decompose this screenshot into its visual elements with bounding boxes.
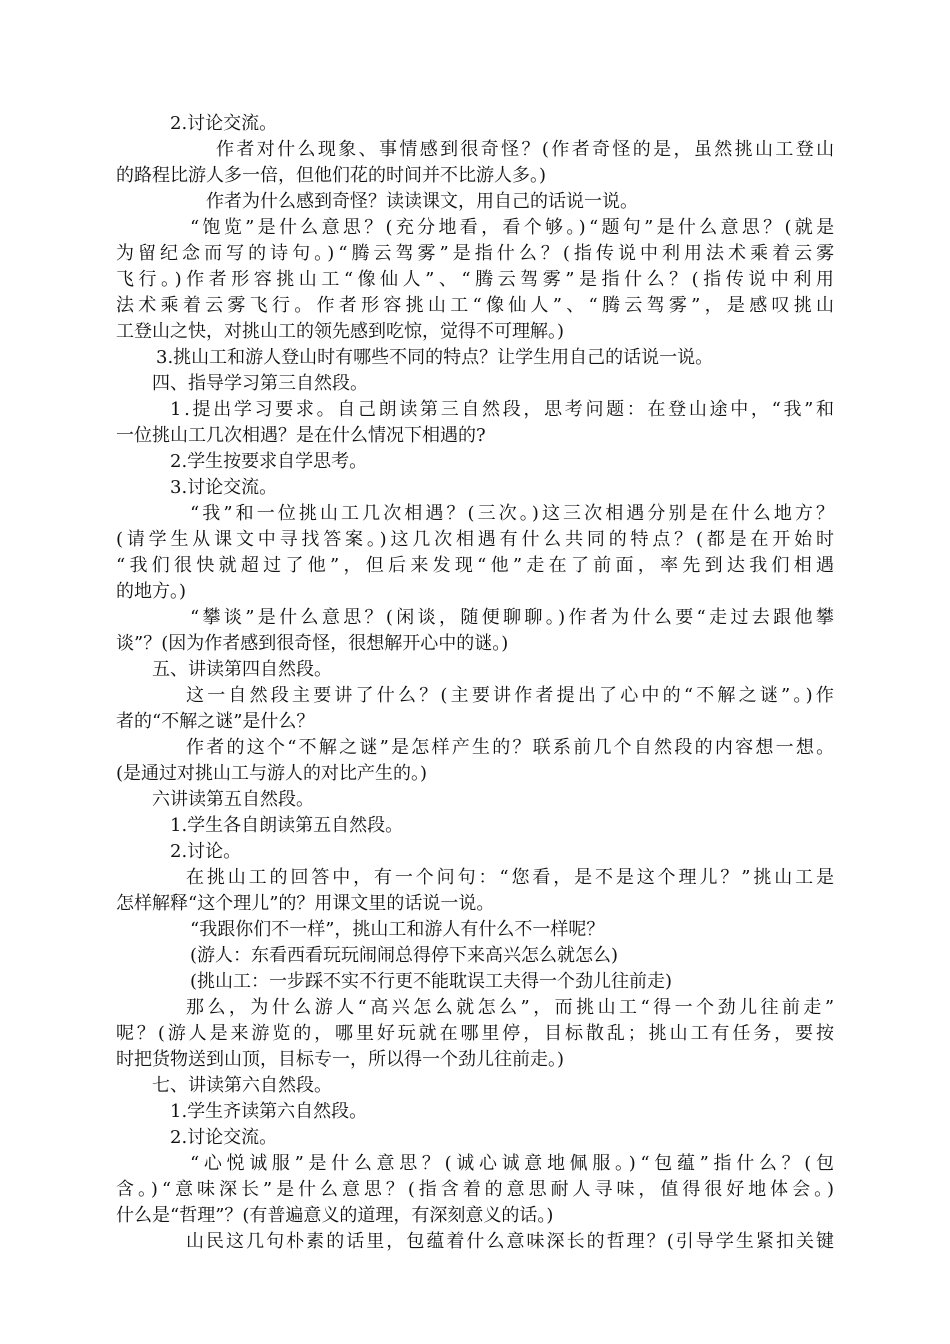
paragraph-line: 谈”？(因为作者感到很奇怪，很想解开心中的谜。) <box>116 633 509 654</box>
paragraph-line: 五、讲读第四自然段。 <box>152 659 332 680</box>
paragraph-line: 一位挑山工几次相遇？是在什么情况下相遇的? <box>116 425 486 446</box>
paragraph-line: 时把货物送到山顶，目标专一，所以得一个劲儿往前走。) <box>116 1049 565 1070</box>
paragraph-line: “我”和一位挑山工几次相遇？(三次。)这三次相遇分别是在什么地方？ <box>190 503 838 524</box>
paragraph-line: 作者对什么现象、事情感到很奇怪？(作者奇怪的是，虽然挑山工登山 <box>216 139 837 160</box>
paragraph-line: “攀谈”是什么意思？(闲谈，随便聊聊。)作者为什么要“走过去跟他攀 <box>190 607 838 628</box>
paragraph-line: 法术乘着云雾飞行。作者形容挑山工“像仙人”、“腾云驾雾”，是感叹挑山 <box>116 295 839 316</box>
paragraph-line: (请学生从课文中寻找答案。)这几次相遇有什么共同的特点？(都是在开始时 <box>116 529 838 550</box>
paragraph-line: 呢？(游人是来游览的，哪里好玩就在哪里停，目标散乱；挑山工有任务，要按 <box>116 1023 837 1044</box>
paragraph-line: 3.挑山工和游人登山时有哪些不同的特点？让学生用自己的话说一说。 <box>156 347 714 368</box>
paragraph-line: 在挑山工的回答中，有一个问句：“您看，是不是这个理儿？”挑山工是 <box>186 867 837 888</box>
paragraph-line: 1.学生各自朗读第五自然段。 <box>170 815 404 836</box>
paragraph-line: 山民这几句朴素的话里，包蕴着什么意味深长的哲理？(引导学生紧扣关键 <box>186 1231 837 1252</box>
paragraph-line: 七、讲读第六自然段。 <box>152 1075 332 1096</box>
paragraph-line: 1.提出学习要求。自己朗读第三自然段，思考问题：在登山途中，“我”和 <box>170 399 837 420</box>
paragraph-line: 2.讨论。 <box>170 841 242 862</box>
paragraph-line: 怎样解释“这个理儿”的？用课文里的话说一说。 <box>116 893 495 914</box>
paragraph-line: 什么是“哲理”？(有普遍意义的道理，有深刻意义的话。) <box>116 1205 554 1226</box>
paragraph-line: 为留纪念而写的诗句。)“腾云驾雾”是指什么？(指传说中利用法术乘着云雾 <box>116 243 839 264</box>
paragraph-line: 的地方。) <box>116 581 187 602</box>
paragraph-line: “饱览”是什么意思？(充分地看，看个够。)“题句”是什么意思？(就是 <box>190 217 838 238</box>
paragraph-line: 者的“不解之谜”是什么？ <box>116 711 315 732</box>
paragraph-line: 作者为什么感到奇怪？读读课文，用自己的话说一说。 <box>206 191 638 212</box>
paragraph-line: 飞行。)作者形容挑山工“像仙人”、“腾云驾雾”是指什么？(指传说中利用 <box>116 269 839 290</box>
paragraph-line: 那么，为什么游人“高兴怎么就怎么”，而挑山工“得一个劲儿往前走” <box>186 997 838 1018</box>
paragraph-line: 的路程比游人多一倍，但他们花的时间并不比游人多。) <box>116 165 547 186</box>
paragraph-line: 作者的这个“不解之谜”是怎样产生的？联系前几个自然段的内容想一想。 <box>186 737 837 758</box>
paragraph-line: 2.讨论交流。 <box>170 113 278 134</box>
paragraph-line: (是通过对挑山工与游人的对比产生的。) <box>116 763 428 784</box>
paragraph-line: 1.学生齐读第六自然段。 <box>170 1101 368 1122</box>
paragraph-line: “心悦诚服”是什么意思？(诚心诚意地佩服。)“包蕴”指什么？(包 <box>190 1153 839 1174</box>
paragraph-line: 3.讨论交流。 <box>170 477 278 498</box>
paragraph-line: (挑山工：一步踩不实不行更不能耽误工夫得一个劲儿往前走) <box>190 971 673 992</box>
paragraph-line: (游人：东看西看玩玩闹闹总得停下来高兴怎么就怎么) <box>190 945 619 966</box>
paragraph-line: 2.学生按要求自学思考。 <box>170 451 368 472</box>
paragraph-line: 工登山之快，对挑山工的领先感到吃惊，觉得不可理解。) <box>116 321 565 342</box>
paragraph-line: “我跟你们不一样”，挑山工和游人有什么不一样呢？ <box>190 919 605 940</box>
paragraph-line: 这一自然段主要讲了什么？(主要讲作者提出了心中的“不解之谜”。)作 <box>186 685 838 706</box>
paragraph-line: 含。)“意味深长”是什么意思？(指含着的意思耐人寻味，值得很好地体会。) <box>116 1179 839 1200</box>
paragraph-line: 六讲读第五自然段。 <box>152 789 314 810</box>
paragraph-line: “我们很快就超过了他”，但后来发现“他”走在了前面，率先到达我们相遇 <box>116 555 839 576</box>
paragraph-line: 2.讨论交流。 <box>170 1127 278 1148</box>
paragraph-line: 四、指导学习第三自然段。 <box>152 373 368 394</box>
